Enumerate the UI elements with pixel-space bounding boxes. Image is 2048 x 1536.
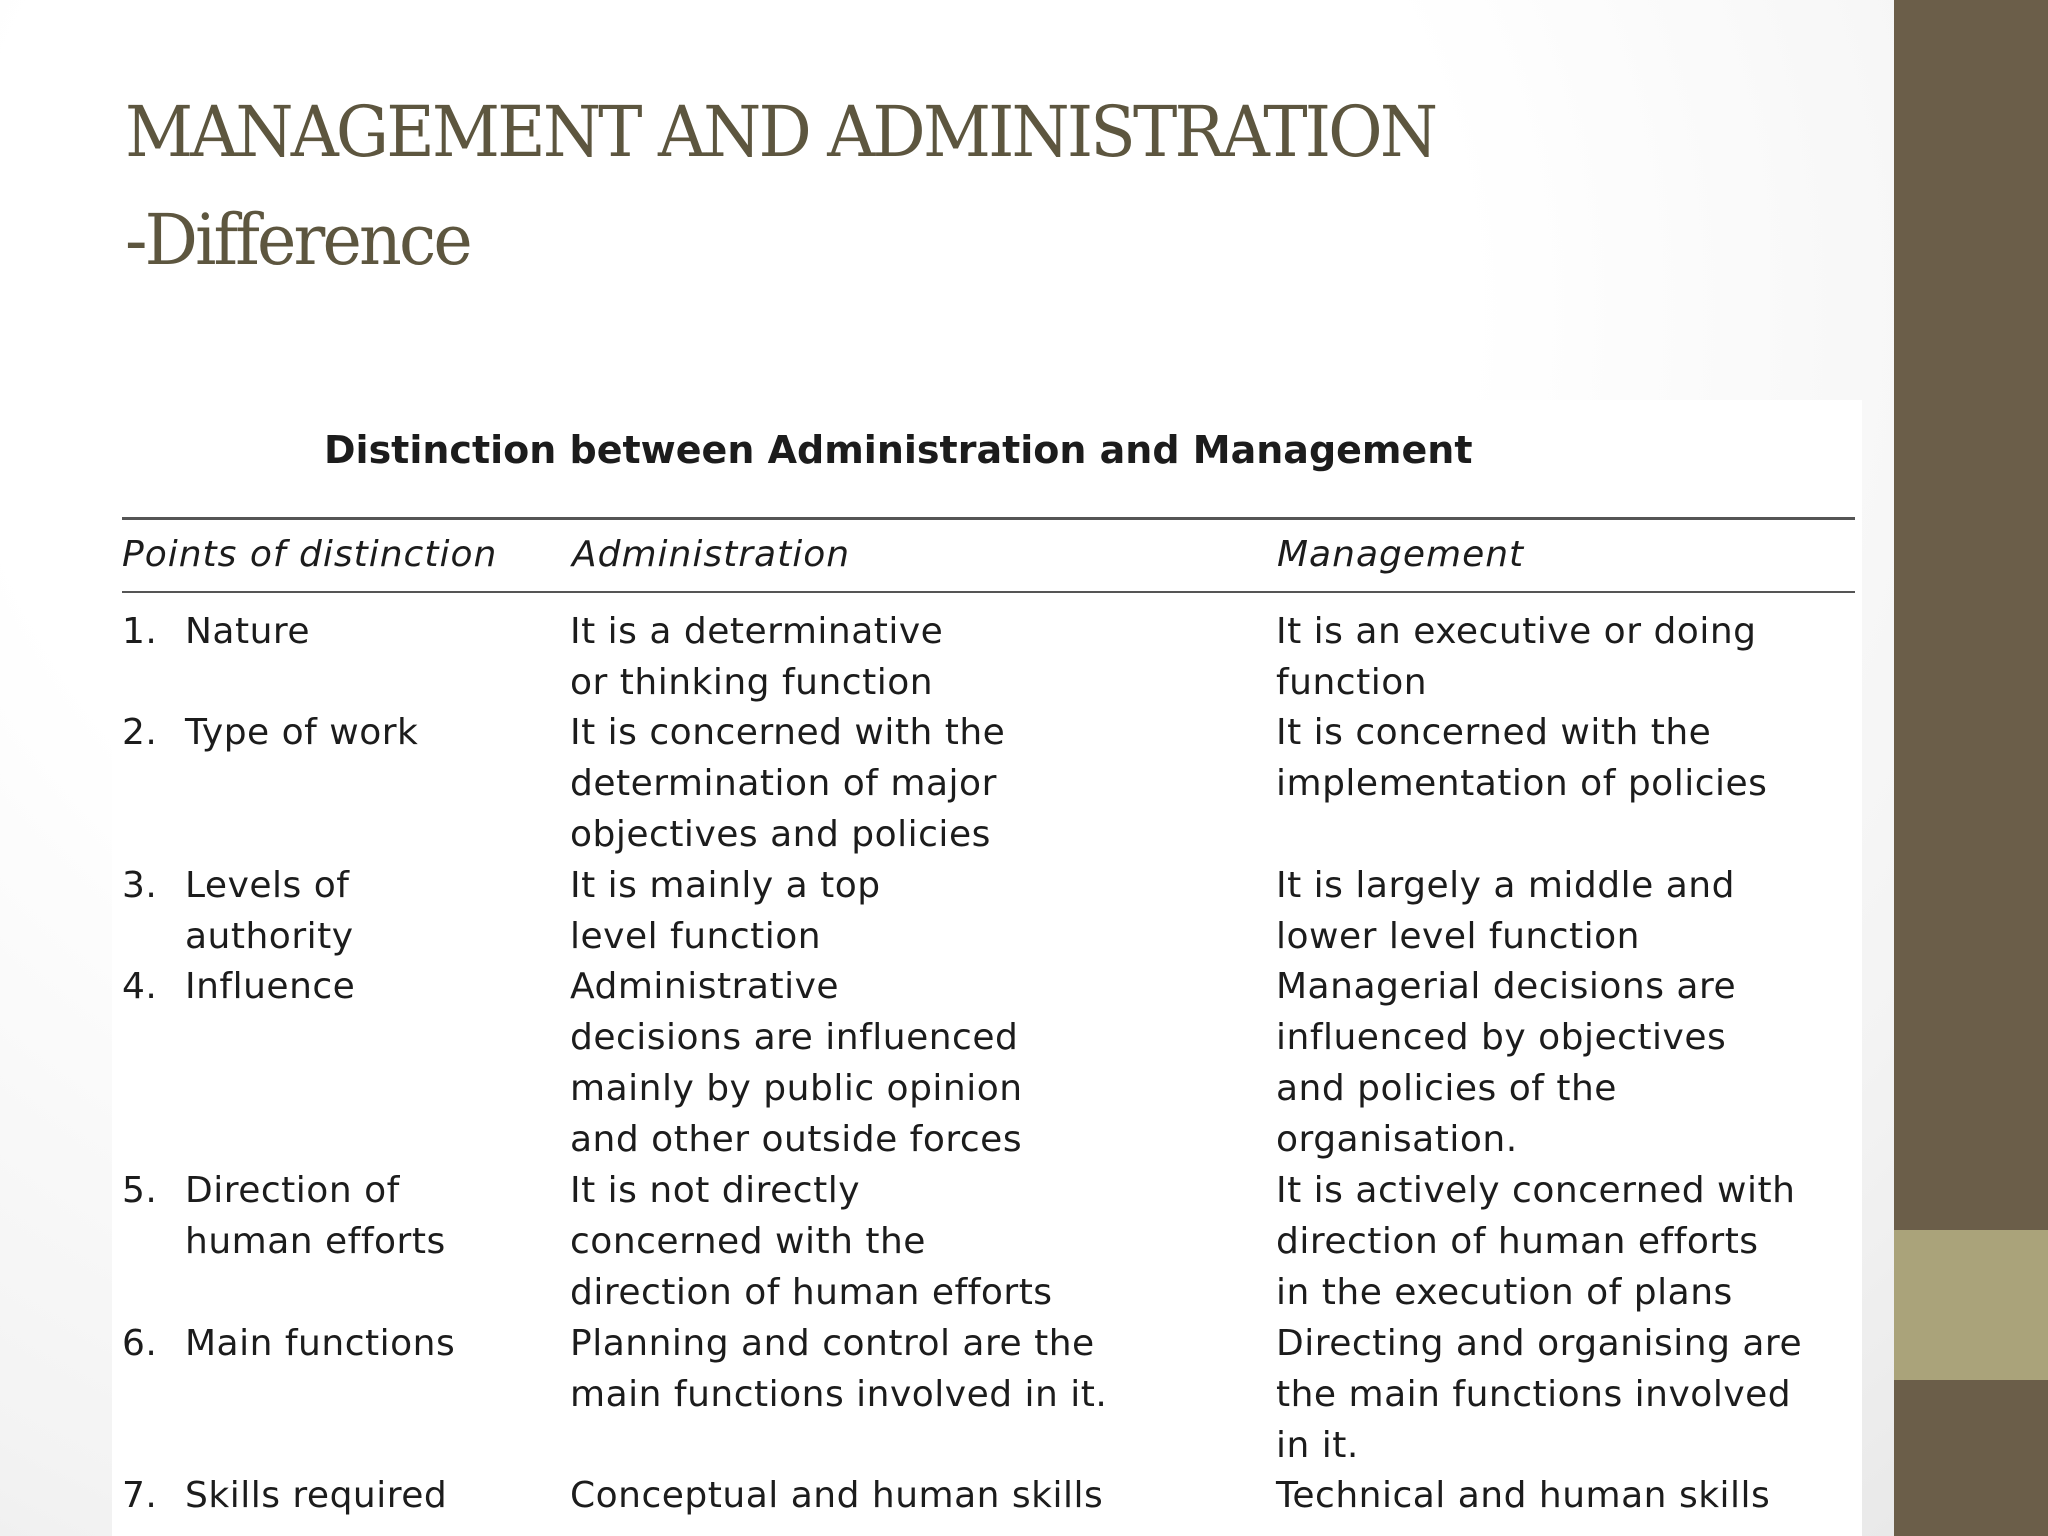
- column-header-management: Management: [1277, 534, 1525, 575]
- row-management: It is actively concerned with direction of human efforts in the execution of plans: [1276, 1170, 1796, 1313]
- row-administration: It is not directly concerned with the direction of human efforts: [570, 1170, 1053, 1313]
- row-point: Type of work: [185, 712, 419, 753]
- row-number: 6.: [122, 1323, 158, 1364]
- row-management: It is concerned with the implementation of policies: [1276, 712, 1768, 804]
- row-point: Nature: [185, 611, 311, 652]
- row-number: 4.: [122, 966, 158, 1007]
- row-administration: Administrative decisions are influenced mainly by public opinion and other outside forces: [570, 966, 1023, 1160]
- row-point: Levels of authority: [185, 865, 354, 957]
- column-header-points: Points of distinction: [122, 534, 498, 575]
- column-header-administration: Administration: [572, 534, 851, 575]
- sidebar-accent-block: [1894, 1230, 2048, 1380]
- row-number: 3.: [122, 865, 158, 906]
- row-management: Technical and human skills: [1276, 1475, 1771, 1516]
- table-header-rule: [122, 591, 1855, 593]
- row-number: 2.: [122, 712, 158, 753]
- row-management: Directing and organising are the main functions involved in it.: [1276, 1323, 1803, 1466]
- row-point: Main functions: [185, 1323, 456, 1364]
- row-administration: It is a determinative or thinking function: [570, 611, 944, 703]
- row-point: Direction of human efforts: [185, 1170, 446, 1262]
- slide-title-line-1: MANAGEMENT AND ADMINISTRATION: [125, 91, 1436, 173]
- row-management: It is largely a middle and lower level function: [1276, 865, 1735, 957]
- table-title: Distinction between Administration and Management: [324, 428, 1473, 472]
- row-management: It is an executive or doing function: [1276, 611, 1757, 703]
- row-administration: Conceptual and human skills: [570, 1475, 1104, 1516]
- row-number: 7.: [122, 1475, 158, 1516]
- row-administration: It is concerned with the determination of major objectives and policies: [570, 712, 1006, 855]
- row-number: 1.: [122, 611, 158, 652]
- row-administration: It is mainly a top level function: [570, 865, 881, 957]
- row-point: Influence: [185, 966, 356, 1007]
- table-top-rule: [122, 517, 1855, 520]
- row-management: Managerial decisions are influenced by objectives and policies of the organisation.: [1276, 966, 1737, 1160]
- row-administration: Planning and control are the main functions involved in it.: [570, 1323, 1108, 1415]
- slide-title-line-2: -Difference: [125, 199, 470, 281]
- slide-title: [125, 78, 1759, 294]
- row-point: Skills required: [185, 1475, 448, 1516]
- row-number: 5.: [122, 1170, 158, 1211]
